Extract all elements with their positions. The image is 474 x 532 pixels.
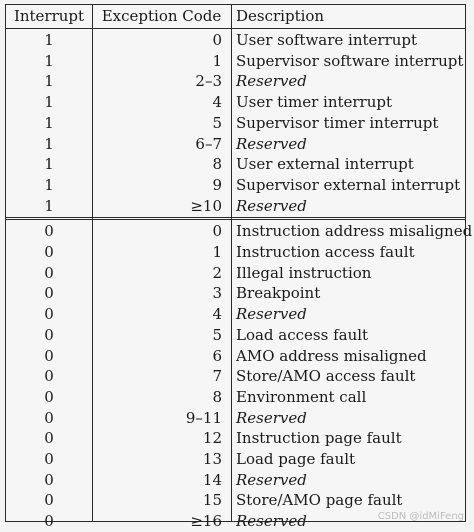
exception-code-cell: 13 [202,450,222,468]
table-row [6,113,465,134]
description-cell: Instruction access fault [236,243,415,261]
description-cell: Supervisor external interrupt [236,175,461,194]
interrupt-cell: 0 [44,346,54,365]
description-cell: User software interrupt [236,31,418,49]
exception-code-cell: 2–3 [195,72,222,91]
header-exception-code: Exception Code [101,7,222,25]
table-row [6,428,465,449]
table-header [6,5,465,27]
interrupt-cell: 0 [44,408,54,427]
description-cell: Breakpoint [236,284,321,303]
description-cell: Instruction page fault [236,429,402,448]
interrupt-cell: 1 [44,175,54,194]
table-row [6,71,465,92]
description-cell: Reserved [236,408,307,427]
interrupt-cell: 1 [44,51,54,70]
exception-code-cell: 12 [202,429,222,448]
exception-code-cell: 15 [202,491,222,510]
description-cell: Reserved [236,72,307,91]
description-cell: Instruction address misaligned [236,222,473,241]
watermark: CSDN @idMiFeng [377,511,464,522]
interrupt-cell: 1 [44,72,54,91]
interrupt-cell: 0 [44,263,54,282]
description-cell: Store/AMO page fault [236,491,403,510]
table-row [6,30,465,51]
interrupt-cell: 0 [44,450,54,468]
description-cell: Illegal instruction [236,263,372,282]
table-row [6,346,465,367]
group-separator [6,217,465,218]
description-cell: User timer interrupt [236,93,393,112]
interrupt-cell: 1 [44,31,54,49]
exception-code-cell: 6–7 [195,134,222,153]
exception-code-cell: 14 [202,470,222,489]
table-row [6,366,465,387]
exception-code-cell: 9–11 [185,408,222,427]
exception-code-cell: ≥10 [190,196,222,215]
interrupt-cell: 0 [44,491,54,510]
table-row [6,175,465,196]
interrupt-cell: 0 [44,367,54,386]
interrupt-cell: 0 [44,325,54,344]
interrupt-cell: 1 [44,93,54,112]
exception-code-cell: 7 [212,367,222,386]
interrupt-cell: 0 [44,512,54,531]
exception-code-cell: 0 [212,31,222,49]
exception-code-cell: 5 [212,325,222,344]
table-row [6,325,465,346]
interrupt-cell: 0 [44,222,54,241]
table-row [6,51,465,72]
table-row [6,92,465,113]
table-row [6,196,465,217]
description-cell: Reserved [236,196,307,215]
header-rule [6,28,465,29]
exception-code-cell: 0 [212,222,222,241]
description-cell: Reserved [236,470,307,489]
table-row [6,154,465,175]
description-cell: Reserved [236,512,307,531]
table-row [6,242,465,263]
table-row [6,449,465,470]
table-row [6,387,465,408]
interrupt-cell: 0 [44,284,54,303]
exception-code-cell: 2 [212,263,222,282]
description-cell: Environment call [236,387,367,406]
interrupt-cell: 1 [44,134,54,153]
interrupt-cell: 1 [44,113,54,132]
table-row [6,304,465,325]
interrupt-cell: 1 [44,155,54,174]
exception-code-cell: ≥16 [190,512,222,531]
exception-code-cell: 9 [212,175,222,194]
interrupt-cell: 0 [44,429,54,448]
description-cell: AMO address misaligned [236,346,427,365]
interrupt-cell: 0 [44,387,54,406]
table-row [6,490,465,511]
exception-code-cell: 1 [212,243,222,261]
table-row [6,221,473,242]
interrupt-cell: 1 [44,196,54,215]
interrupt-cell: 0 [44,470,54,489]
description-cell: User external interrupt [236,155,414,174]
exception-code-cell: 1 [212,51,222,70]
exception-code-cell: 4 [212,93,222,112]
description-cell: Supervisor timer interrupt [236,113,439,132]
exception-code-cell: 5 [212,113,222,132]
exception-code-cell: 4 [212,305,222,324]
table-row [6,283,465,304]
description-cell: Reserved [236,134,307,153]
table-row [6,408,465,429]
exception-code-cell: 8 [212,155,222,174]
description-cell: Load page fault [236,450,356,468]
exception-code-cell: 8 [212,387,222,406]
table-row [6,470,465,491]
description-cell: Supervisor software interrupt [236,51,464,70]
table-row [6,263,465,284]
header-description: Description [236,7,325,25]
description-cell: Reserved [236,305,307,324]
exception-code-cell: 6 [212,346,222,365]
description-cell: Load access fault [236,325,369,344]
exception-code-table [5,4,473,531]
group-separator [6,219,465,220]
interrupt-cell: 0 [44,305,54,324]
header-interrupt: Interrupt [13,7,85,25]
interrupt-cell: 0 [44,243,54,261]
table-row [6,134,465,155]
description-cell: Store/AMO access fault [236,367,416,386]
exception-code-cell: 3 [212,284,222,303]
